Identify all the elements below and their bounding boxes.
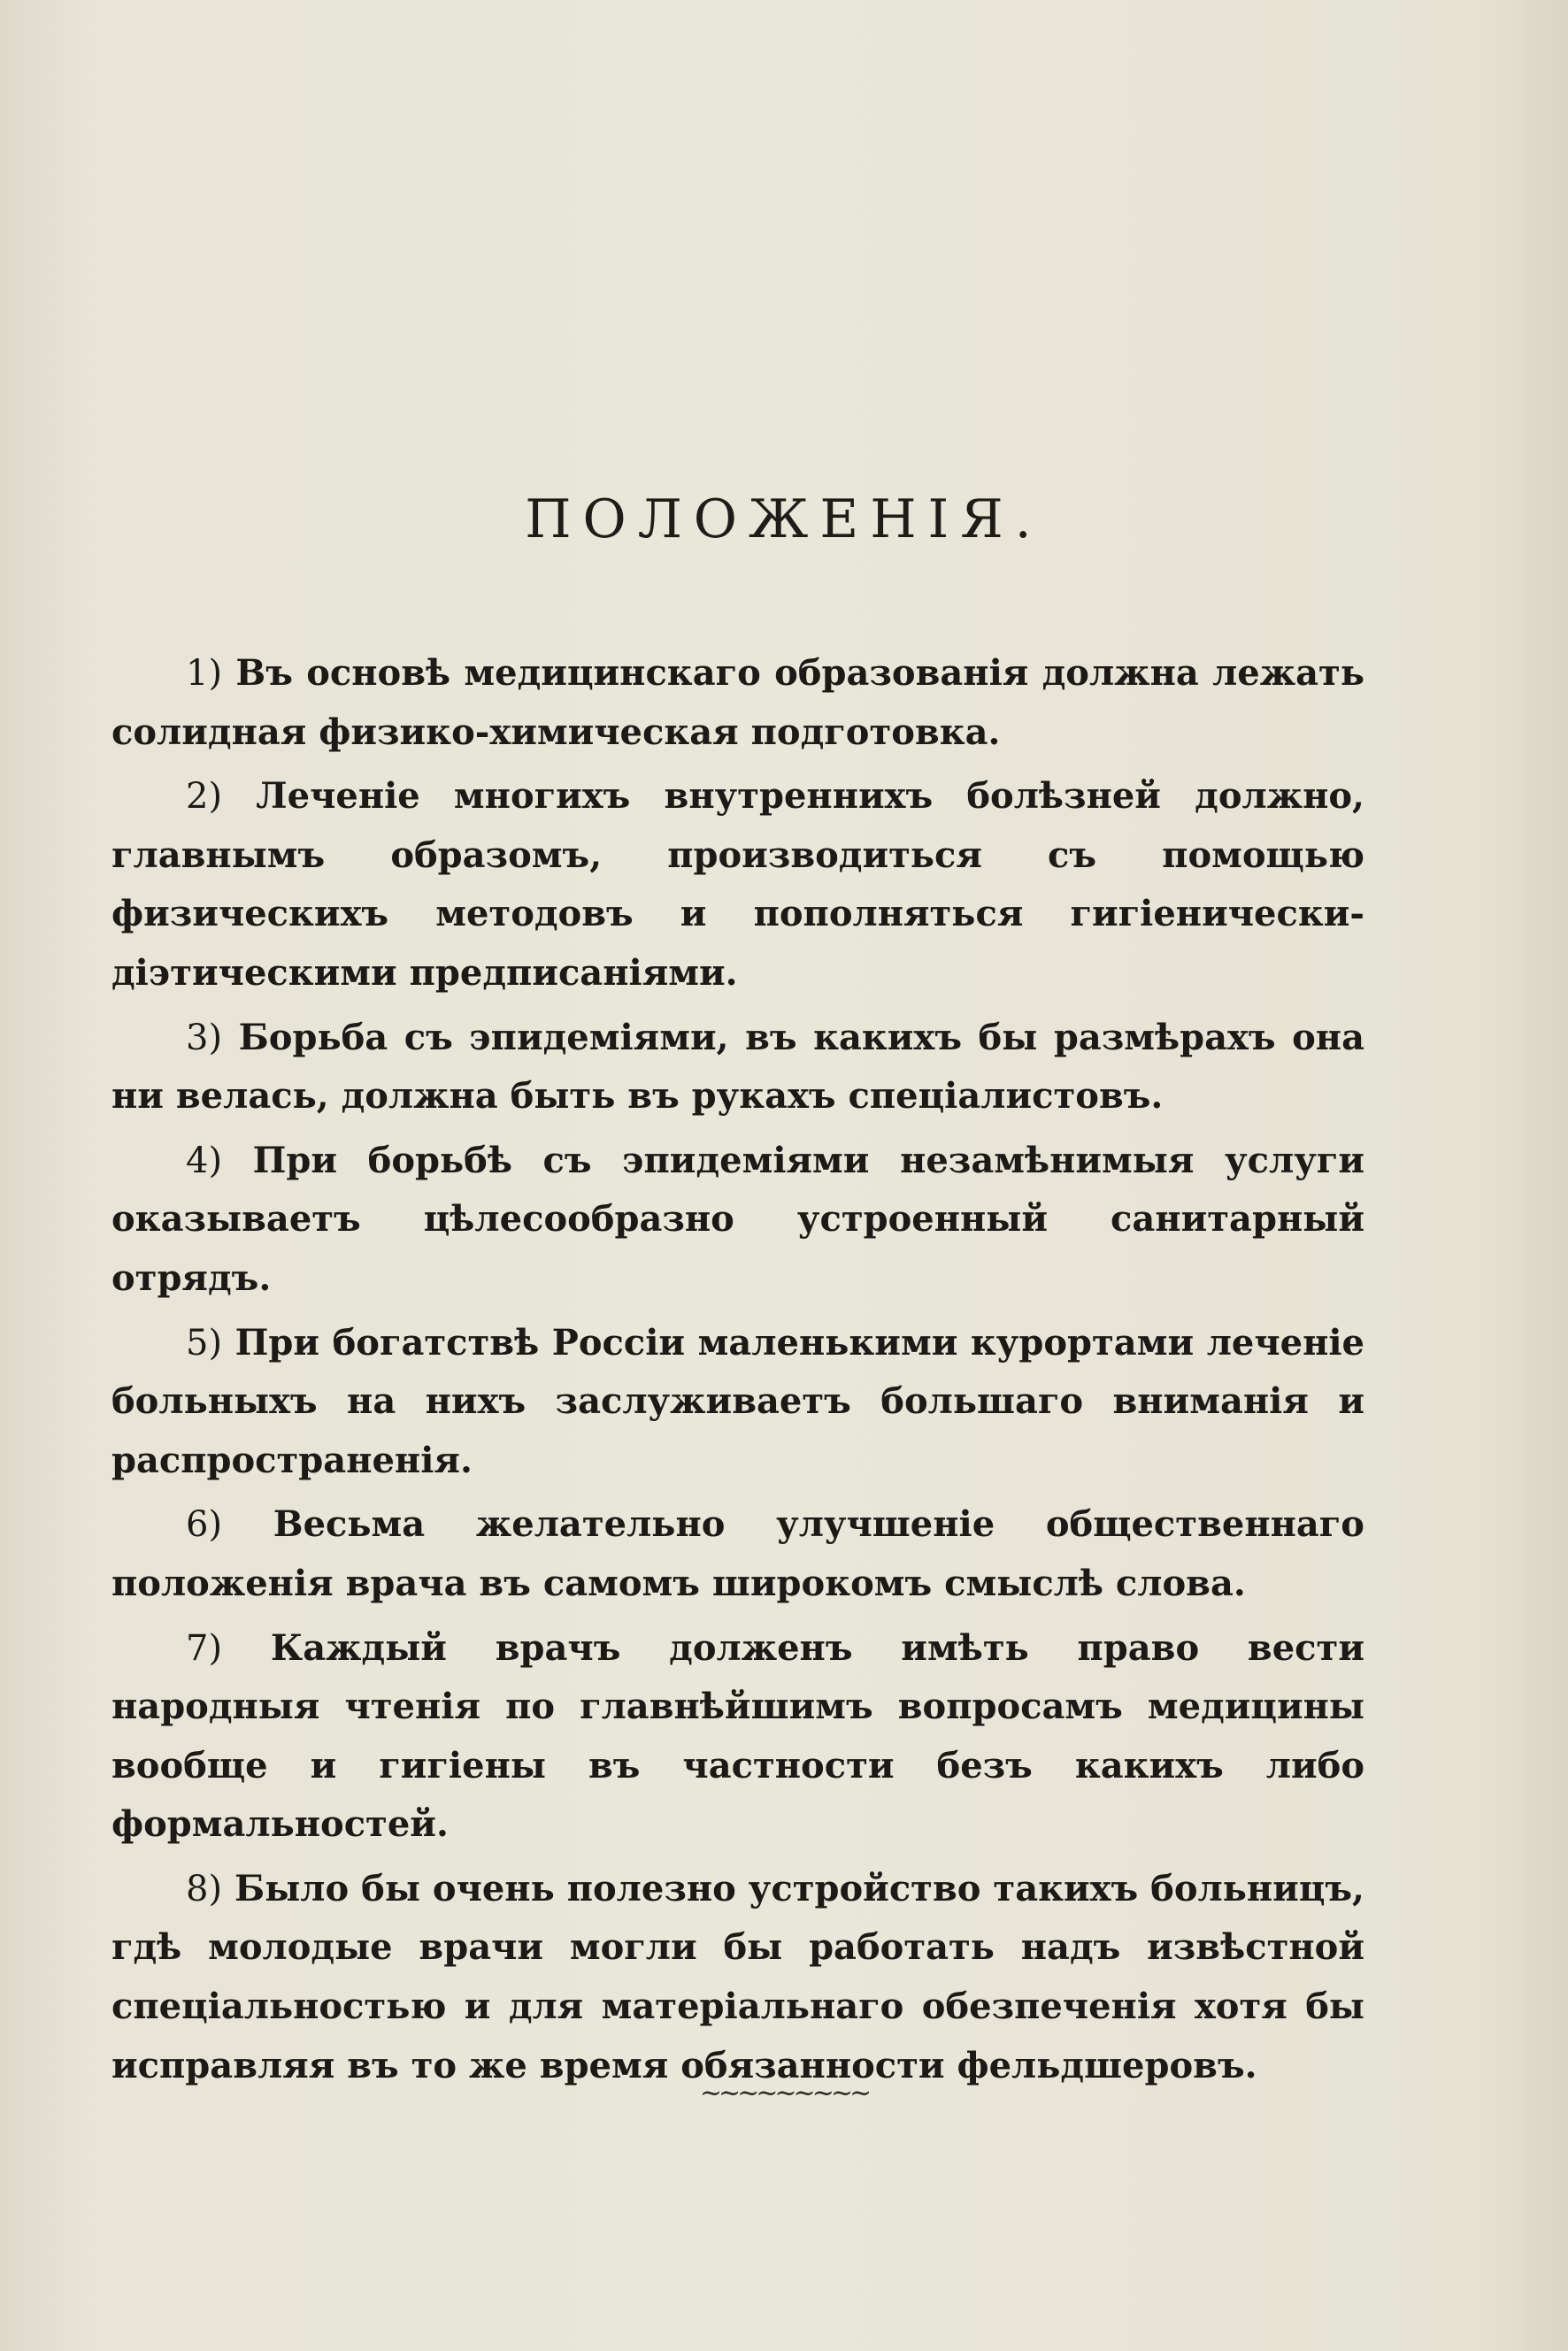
thesis-item bbox=[111, 1009, 1364, 1126]
closing-ornament: ~~~~~~~~~ bbox=[699, 2078, 869, 2109]
thesis-number: 6) bbox=[186, 1504, 223, 1546]
thesis-text: Каждый врачъ долженъ имѣть право вести народныя чтенія по главнѣйшимъ вопросамъ медицины вообще и гигіены въ частности безъ какихъ либо формальностей. bbox=[111, 1626, 1364, 1846]
thesis-item bbox=[111, 1495, 1364, 1613]
thesis-number: 1) bbox=[186, 653, 223, 694]
thesis-item bbox=[111, 644, 1364, 762]
thesis-text: Весьма желательно улучшеніе общественнаго положенія врача въ самомъ широкомъ смыслѣ слова. bbox=[111, 1503, 1364, 1604]
thesis-text: Леченіе многихъ внутреннихъ болѣзней должно, главнымъ образомъ, производиться съ помощью физическихъ методовъ и пополняться гигіенически-діэтическими предписаніями. bbox=[111, 775, 1364, 994]
thesis-number: 8) bbox=[186, 1868, 223, 1909]
thesis-item bbox=[111, 1860, 1364, 2095]
theses-list bbox=[111, 644, 1364, 2101]
thesis-item bbox=[111, 1619, 1364, 1855]
thesis-item bbox=[111, 1314, 1364, 1491]
thesis-number: 4) bbox=[186, 1140, 223, 1181]
thesis-text: Борьба съ эпидеміями, въ какихъ бы размѣрахъ она ни велась, должна быть въ рукахъ спеціалистовъ. bbox=[111, 1016, 1364, 1118]
page-title: ПОЛОЖЕНІЯ. bbox=[525, 488, 1043, 550]
thesis-text: Въ основѣ медицинскаго образованія должна лежать солидная физико-химическая подготовка. bbox=[111, 652, 1364, 753]
thesis-number: 7) bbox=[186, 1627, 223, 1669]
thesis-item bbox=[111, 1132, 1364, 1309]
thesis-item bbox=[111, 767, 1364, 1003]
thesis-number: 5) bbox=[186, 1322, 223, 1364]
thesis-text: При борьбѣ съ эпидеміями незамѣнимыя услуги оказываетъ цѣлесообразно устроенный санитарный отрядъ. bbox=[111, 1139, 1364, 1299]
thesis-text: Было бы очень полезно устройство такихъ больницъ, гдѣ молодые врачи могли бы работать надъ извѣстной спеціальностью и для матеріальнаго обезпеченія хотя бы исправляя въ то же время обязанности фельдшеровъ. bbox=[111, 1867, 1364, 2086]
thesis-number: 2) bbox=[186, 776, 223, 818]
thesis-text: При богатствѣ Россіи маленькими курортами леченіе больныхъ на нихъ заслуживаетъ большаго вниманія и распространенія. bbox=[111, 1321, 1364, 1481]
thesis-number: 3) bbox=[186, 1017, 223, 1058]
